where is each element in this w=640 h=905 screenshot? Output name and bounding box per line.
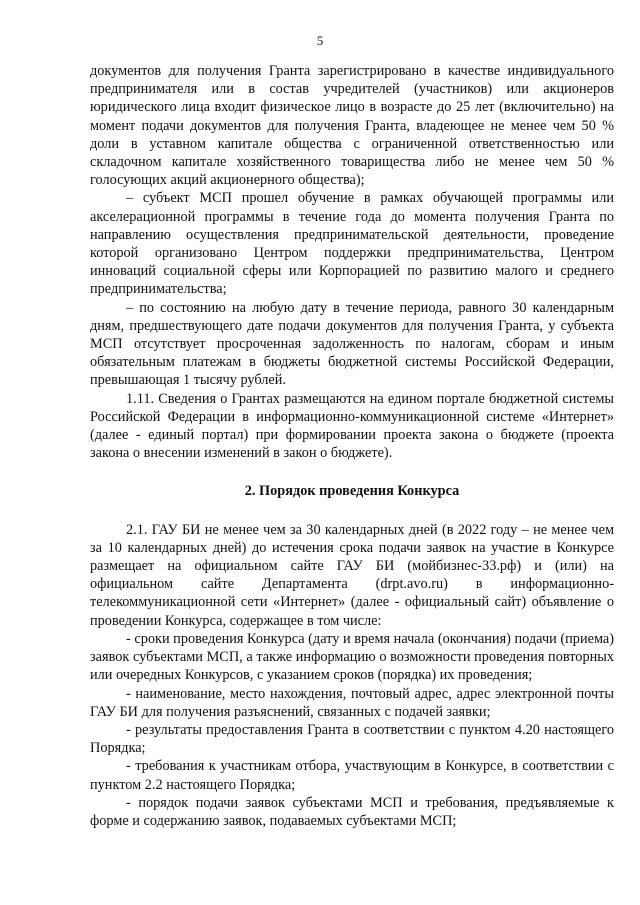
paragraph: - результаты предоставления Гранта в соответствии с пунктом 4.20 настоящего Порядка;: [90, 721, 614, 757]
paragraph: 1.11. Сведения о Грантах размещаются на едином портале бюджетной системы Российской Федерации в информационно-коммуникационной системе «Интернет» (далее - единый портал) при формировании проекта закона о бюджете (проекта закона о внесении изменений в закон о бюджете).: [90, 390, 614, 462]
paragraph: – субъект МСП прошел обучение в рамках обучающей программы или акселерационной программы в течение года до момента получения Гранта по направлению осуществления предпринимательской деятельности, проведение которой организовано Центром поддержки предпринимательства, Центром инноваций социальной сферы или Корпорацией по развитию малого и среднего предпринимательства;: [90, 190, 614, 298]
paragraph: - порядок подачи заявок субъектами МСП и требования, предъявляемые к форме и содержанию заявок, подаваемых субъектами МСП;: [90, 794, 614, 829]
paragraph: документов для получения Гранта зарегистрировано в качестве индивидуального предпринимателя или в состав учредителей (участников) или акционеров юридического лица входит физическое лицо в возрасте до 25 лет (включительно) на момент подачи документов для получения Гранта, владеющее не менее чем 50 % доли в уставном капитале общества с ограниченной ответственностью или складочном капитале хозяйственного товарищества либо не менее чем 50 % голосующих акций акционерного общества);: [90, 63, 614, 189]
paragraph: - сроки проведения Конкурса (дату и время начала (окончания) подачи (приема) заявок субъектами МСП, а также информацию о возможности проведения повторных или очередных Конкурсов, с указанием сроков (порядка) их проведения;: [90, 630, 614, 684]
section-heading: 2. Порядок проведения Конкурса: [244, 483, 460, 500]
document-body: [90, 62, 614, 830]
page-number: 5: [316, 33, 324, 48]
paragraph: - наименование, место нахождения, почтовый адрес, адрес электронной почты ГАУ БИ для получения разъяснений, связанных с подачей заявки;: [90, 685, 614, 720]
paragraph: - требования к участникам отбора, участвующим в Конкурсе, в соответствии с пунктом 2.2 настоящего Порядка;: [90, 758, 614, 793]
paragraph: – по состоянию на любую дату в течение периода, равного 30 календарным дням, предшествующего дате подачи документов для получения Гранта, у субъекта МСП отсутствует просроченная задолженность по налогам, сборам и иным обязательным платежам в бюджеты бюджетной системы Российской Федерации, превышающая 1 тысячу рублей.: [90, 299, 614, 389]
paragraph: 2.1. ГАУ БИ не менее чем за 30 календарных дней (в 2022 году – не менее чем за 10 календарных дней) до истечения срока подачи заявок на участие в Конкурсе размещает на официальном сайте ГАУ БИ (мойбизнес-33.рф) и (или) на официальном сайте Департамента (drpt.avo.ru) в информационно-телекоммуникационной сети «Интернет» (далее - официальный сайт) объявление о проведении Конкурса, содержащее в том числе:: [90, 521, 614, 629]
